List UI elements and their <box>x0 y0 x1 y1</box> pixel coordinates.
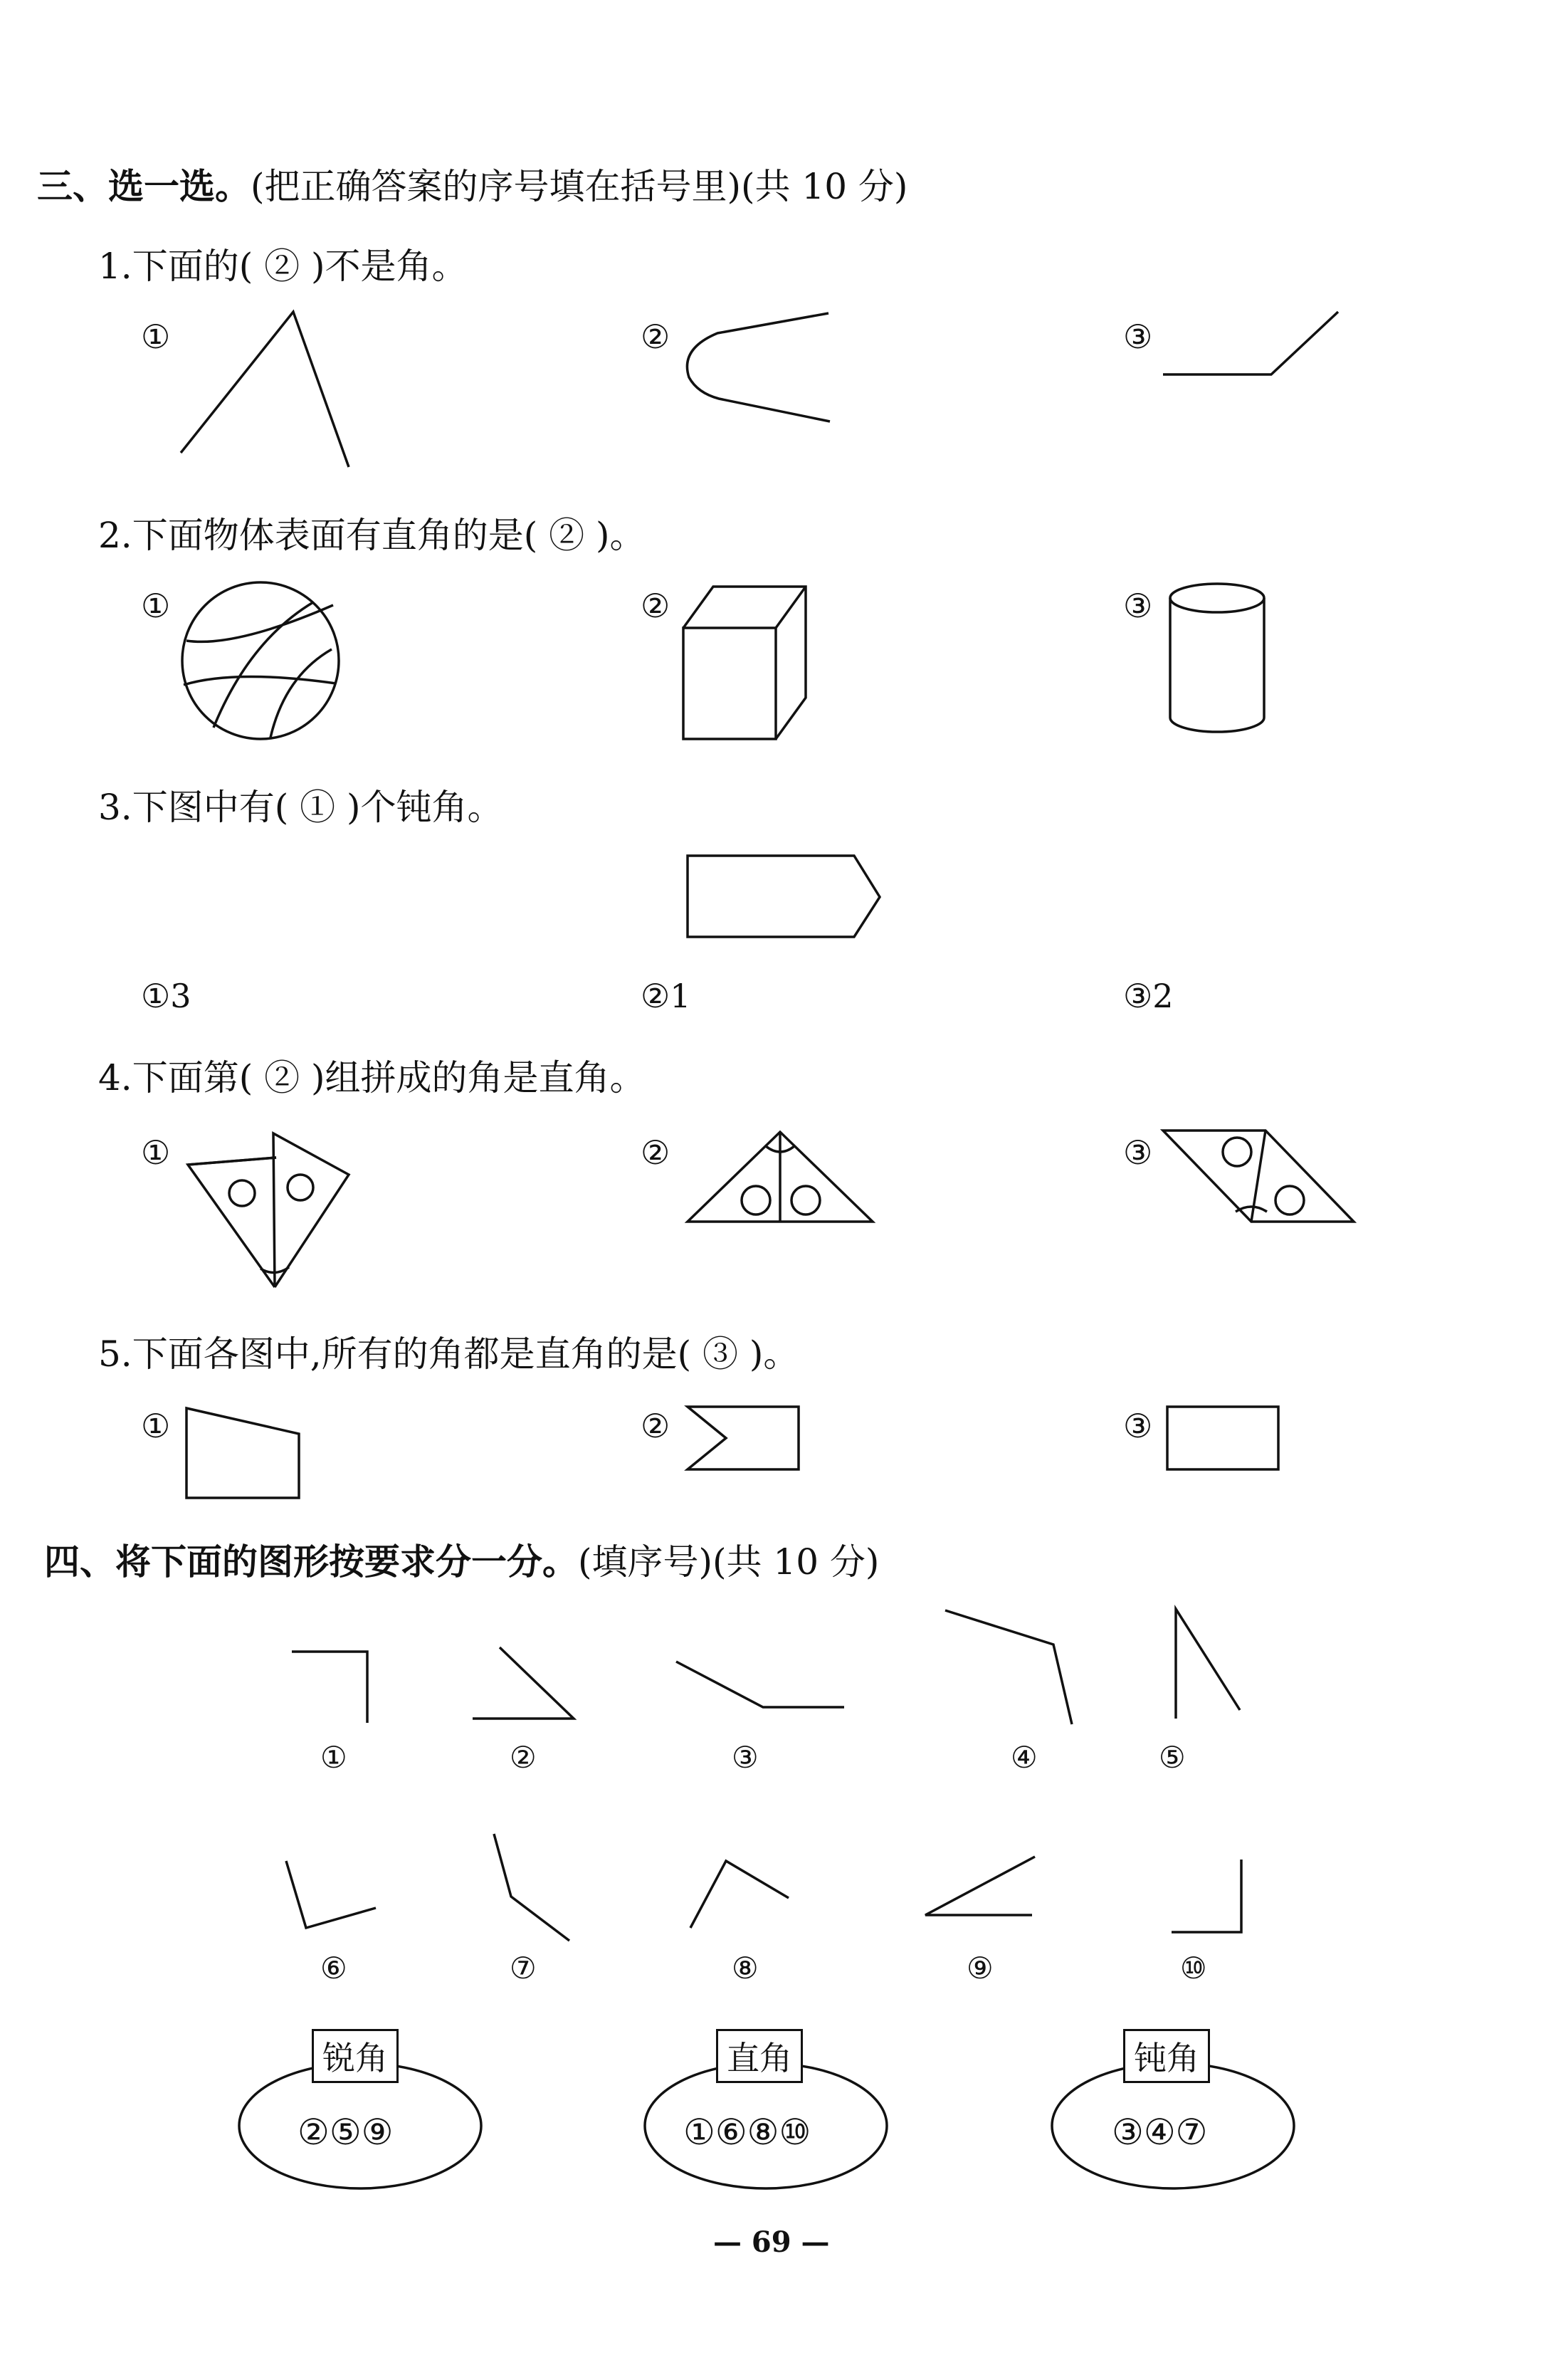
angle-label-2: ② <box>510 1740 537 1775</box>
section3-note: (把正确答案的序号填在括号里)(共 10 分) <box>251 166 908 207</box>
question-5: 5.下面各图中,所有的角都是直角的是( ③ )。 <box>98 1333 799 1375</box>
group-label-obtuse: 钝角 <box>1123 2029 1210 2083</box>
angle-label-4: ④ <box>1011 1740 1038 1775</box>
answer-1: ② <box>264 246 300 287</box>
q5-option-2: ② <box>641 1407 670 1445</box>
group-answer-right: ①⑥⑧⑩ <box>683 2112 811 2153</box>
question-4: 4.下面第( ② )组拼成的角是直角。 <box>98 1057 646 1098</box>
q2-option-2: ② <box>641 587 670 625</box>
angle-label-1: ① <box>320 1740 347 1775</box>
group-label-acute: 锐角 <box>312 2029 399 2083</box>
group-answer-acute: ②⑤⑨ <box>298 2112 394 2153</box>
answer-4: ② <box>264 1057 300 1098</box>
q5-option-1: ① <box>141 1407 171 1445</box>
answer-3: ① <box>300 787 336 828</box>
angle-label-5: ⑤ <box>1159 1740 1186 1775</box>
q3-option-2: ②1 <box>641 977 691 1015</box>
answer-5: ③ <box>703 1333 739 1375</box>
q1-option-2: ② <box>641 318 670 356</box>
group-answer-obtuse: ③④⑦ <box>1112 2112 1208 2153</box>
question-2: 2.下面物体表面有直角的是( ② )。 <box>98 515 646 556</box>
q4-option-1: ① <box>141 1133 171 1172</box>
section3-title: 三、选一选。 <box>37 166 251 207</box>
angle-label-3: ③ <box>732 1740 759 1775</box>
q2-option-3: ③ <box>1123 587 1153 625</box>
q3-option-1: ①3 <box>141 977 191 1015</box>
q1-option-1: ① <box>141 318 171 356</box>
angle-label-7: ⑦ <box>510 1951 537 1986</box>
group-label-right: 直角 <box>716 2029 803 2083</box>
q2-option-1: ① <box>141 587 171 625</box>
angle-label-6: ⑥ <box>320 1951 347 1986</box>
q5-option-3: ③ <box>1123 1407 1153 1445</box>
page-number: — 69 — <box>713 2225 830 2259</box>
angle-label-10: ⑩ <box>1180 1951 1207 1986</box>
q3-option-3: ③2 <box>1123 977 1174 1015</box>
section4-note: (填序号)(共 10 分) <box>578 1541 880 1583</box>
angle-label-9: ⑨ <box>967 1951 994 1986</box>
question-3: 3.下图中有( ① )个钝角。 <box>98 787 503 828</box>
section4-title: 四、将下面的图形按要求分一分。 <box>44 1541 578 1583</box>
q1-option-3: ③ <box>1123 318 1153 356</box>
angle-label-8: ⑧ <box>732 1951 759 1986</box>
question-1: 1.下面的( ② )不是角。 <box>98 246 468 287</box>
q4-option-3: ③ <box>1123 1133 1153 1172</box>
q4-option-2: ② <box>641 1133 670 1172</box>
answer-2: ② <box>549 515 585 556</box>
